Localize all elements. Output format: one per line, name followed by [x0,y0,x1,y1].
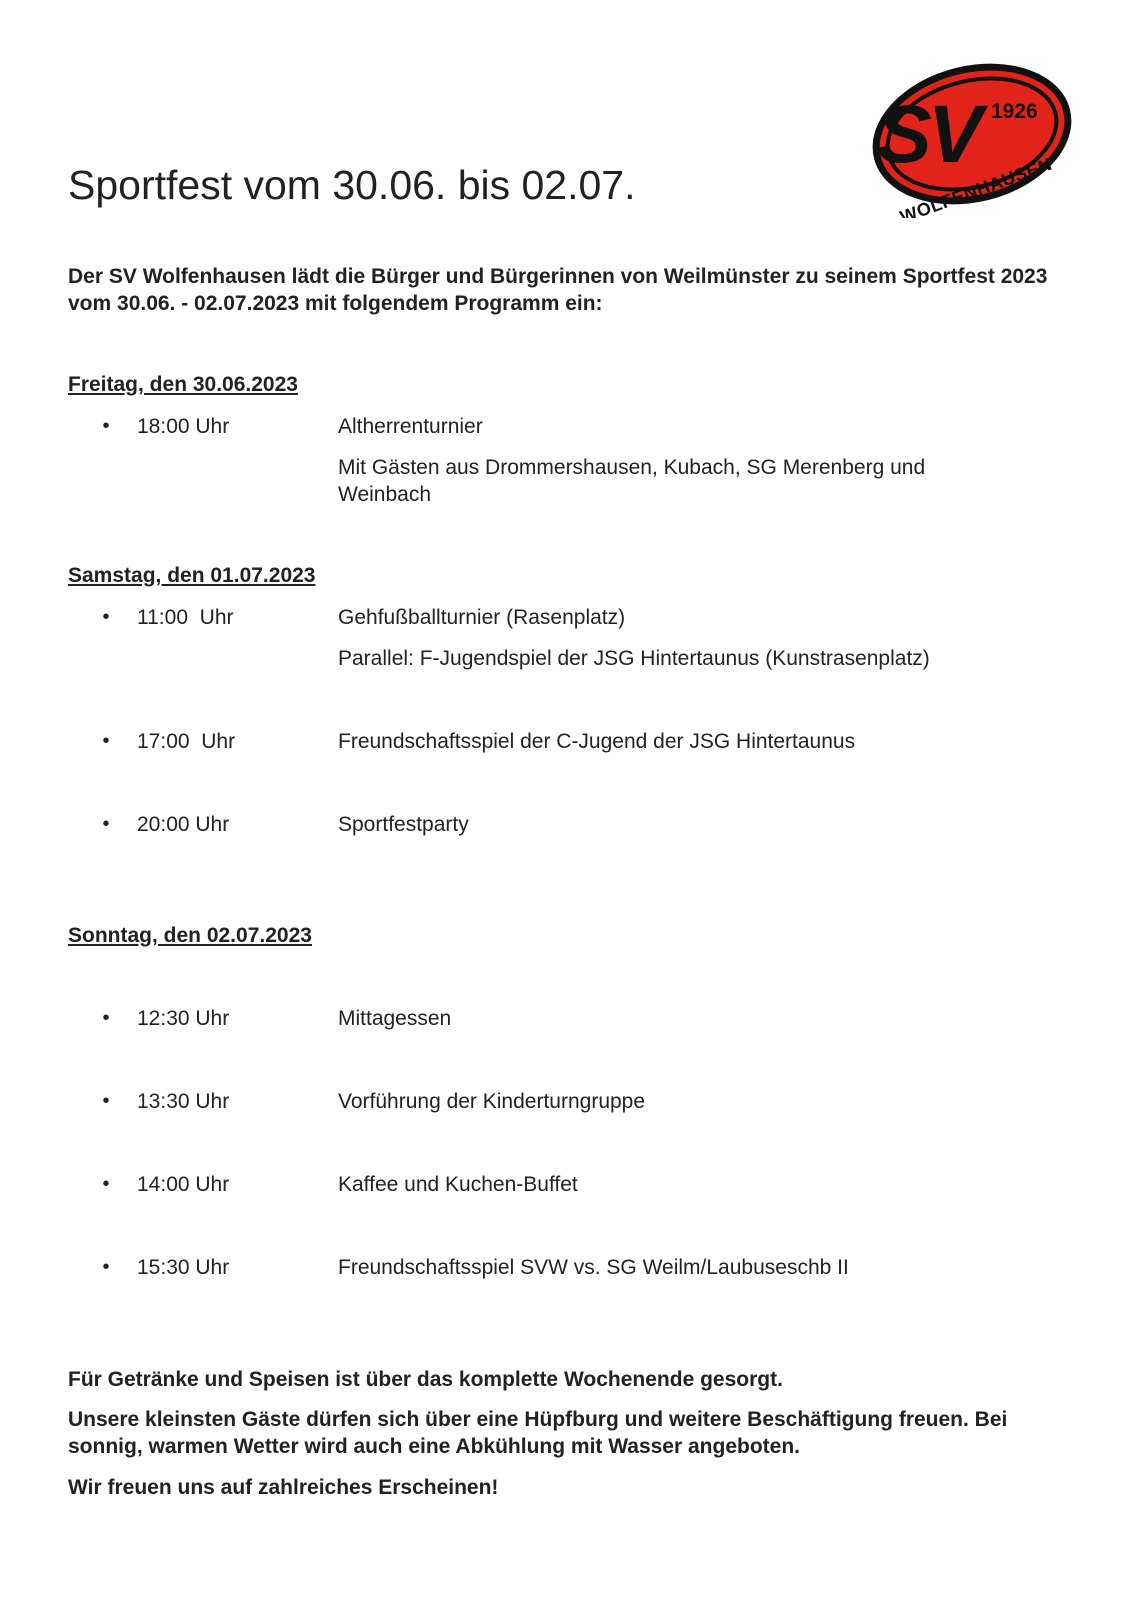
svg-text:1926: 1926 [991,100,1038,123]
item-time: 20:00 Uhr [137,813,230,836]
item-time: 17:00 Uhr [137,730,236,753]
item-time: 12:30 Uhr [137,1007,230,1030]
item-description: Vorführung der Kinderturngruppe [338,1090,646,1113]
item-description [338,604,998,672]
item-time: 14:00 Uhr [137,1173,230,1196]
club-crest-icon [865,50,1080,218]
bullet-icon: • [102,730,110,752]
day-heading-sunday: Sonntag, den 02.07.2023 [68,924,312,947]
item-note: Parallel: F-Jugendspiel der JSG Hintertaunus (Kunstrasenplatz) [338,647,930,670]
day-heading-saturday: Samstag, den 01.07.2023 [68,564,316,587]
item-note: Mit Gästen aus Drommershausen, Kubach, SG Merenberg und Weinbach [338,456,926,506]
club-logo [865,50,1080,218]
item-description: Sportfestparty [338,813,469,836]
item-description [338,413,998,508]
bullet-icon: • [102,606,110,628]
svg-text:WOLFENHAUSEN: WOLFENHAUSEN [897,153,1055,218]
item-time: 18:00 Uhr [137,415,230,438]
bullet-icon: • [102,1256,110,1278]
item-time: 15:30 Uhr [137,1256,230,1279]
closing-text: Unsere kleinsten Gäste dürfen sich über eine Hüpfburg und weitere Beschäftigung freuen. Bei sonnig, warmen Wetter wird auch eine Abkühlung mit Wasser angeboten. [68,1408,1008,1458]
closing-text: Wir freuen uns auf zahlreiches Erscheinen! [68,1476,499,1499]
intro-text: Der SV Wolfenhausen lädt die Bürger und Bürgerinnen von Weilmünster zu seinem Sportfest 2023 vom 30.06. - 02.07.2023 mit folgendem Programm ein: [68,265,1048,315]
item-title: Gehfußballturnier (Rasenplatz) [338,606,626,629]
svg-text:SV: SV [877,89,979,180]
item-description: Mittagessen [338,1007,452,1030]
bullet-icon: • [102,415,110,437]
item-description: Freundschaftsspiel der C-Jugend der JSG Hintertaunus [338,730,856,753]
bullet-icon: • [102,1007,110,1029]
item-title: Altherrenturnier [338,415,483,438]
item-time: 11:00 Uhr [137,606,234,629]
bullet-icon: • [102,813,110,835]
day-heading-friday: Freitag, den 30.06.2023 [68,373,298,396]
closing-text: Für Getränke und Speisen ist über das komplette Wochenende gesorgt. [68,1368,783,1391]
bullet-icon: • [102,1173,110,1195]
item-description: Kaffee und Kuchen-Buffet [338,1173,578,1196]
item-time: 13:30 Uhr [137,1090,230,1113]
bullet-icon: • [102,1090,110,1112]
item-description: Freundschaftsspiel SVW vs. SG Weilm/Laubuseschb II [338,1256,849,1279]
page-title: Sportfest vom 30.06. bis 02.07. [68,162,636,208]
